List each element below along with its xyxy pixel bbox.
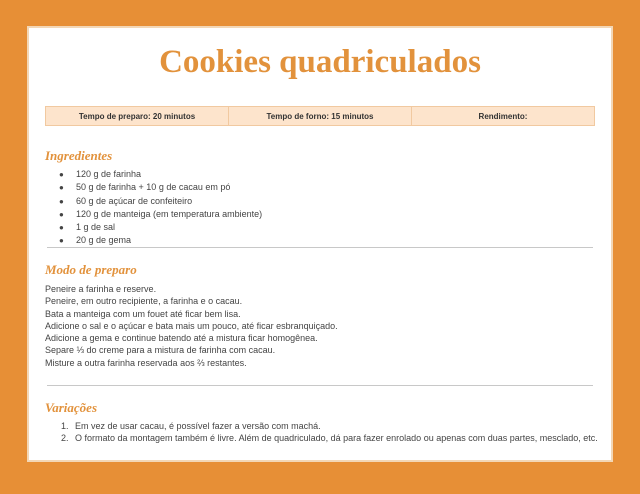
recipe-title: Cookies quadriculados [159,44,481,80]
bake-time-cell: Tempo de forno: 15 minutos [229,107,412,125]
method-heading: Modo de preparo [45,262,137,277]
section-divider [47,385,593,386]
ingredient-item: ● 50 g de farinha + 10 g de cacau em pó [45,181,262,194]
recipe-card [27,26,613,462]
yield-cell: Rendimento: [478,111,528,121]
method-step: Peneire a farinha e reserve. [45,284,157,294]
method-step: Misture a outra farinha reservada aos ⅔ restantes. [45,357,247,368]
method-step: Peneire, em outro recipiente, a farinha e o cacau. [45,296,243,307]
method-step: Separe ⅓ do creme para a mistura de farinha com cacau. [45,345,276,356]
variations-heading: Variações [45,400,97,415]
ingredients-list [45,168,262,248]
ingredient-item: ● 120 g de farinha [45,168,262,181]
ingredient-item: ● 120 g de manteiga (em temperatura ambiente) [45,208,262,221]
method-step: Adicione a gema e continue batendo até a mistura ficar homogênea. [45,333,318,344]
bullet-icon: ● [59,236,64,246]
bullet-icon: ● [59,196,64,206]
ingredients-heading: Ingredientes [45,148,113,163]
bullet-icon: ● [59,170,64,179]
ingredient-item: ● 20 g de gema [45,234,262,247]
ingredient-item: ● 60 g de açúcar de confeiteiro [45,195,262,208]
section-divider [47,247,593,248]
method-step: Bata a manteiga com um fouet até ficar bem lisa. [45,308,241,319]
bullet-icon: ● [59,183,64,193]
bullet-icon: ● [59,209,64,219]
bullet-icon: ● [59,223,64,233]
prep-time-cell: Tempo de preparo: 20 minutos [46,107,229,125]
variation-item: 2. O formato da montagem também é livre. Além de quadriculado, dá para fazer enrolado ou apenas com duas partes, mesclado, etc. [61,433,598,444]
method-steps [45,283,338,369]
ingredient-item: ● 1 g de sal [45,221,262,234]
recipe-info-table [45,106,595,126]
variation-item: 1. Em vez de usar cacau, é possível fazer a versão com machá. [61,421,321,431]
method-step: Adicione o sal e o açúcar e bata mais um pouco, até ficar esbranquiçado. [45,320,338,331]
variations-list [45,420,598,445]
